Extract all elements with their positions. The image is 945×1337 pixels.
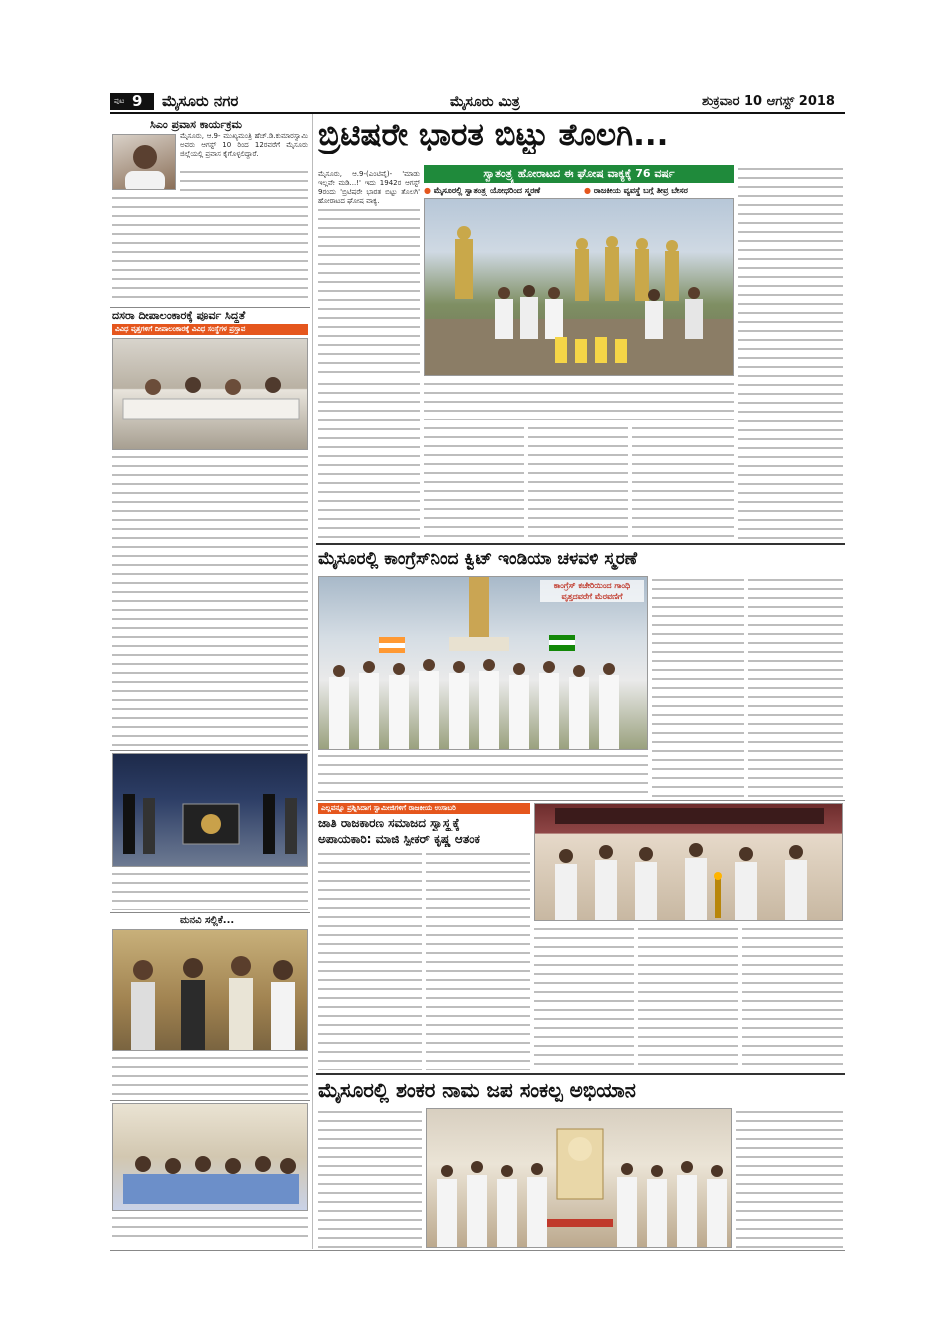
- quit-india-body-col2: [424, 424, 524, 541]
- cm-program-body: [180, 168, 308, 192]
- dasara-subhead: ವಿವಿಧ ವೃತ್ತಗಳಿಗೆ ದೀಪಾಲಂಕಾರಕ್ಕೆ ವಿವಿಧ ಸಂಸ್ಥೆಗಳ ಪ್ರಸ್ತಾವ: [112, 324, 308, 335]
- quit-india-banner-text: ಸ್ವಾತಂತ್ರ್ಯ ಹೋರಾಟದ ಈ ಘೋಷ ವಾಕ್ಯಕ್ಕೆ 76 ವರ್ಷ: [483, 167, 675, 180]
- ceremony-illustration: [535, 804, 843, 921]
- rally-illustration: [319, 577, 648, 750]
- congress-body-under-photo: [318, 752, 648, 798]
- caste-politics-body-col4: [638, 925, 738, 1070]
- page-number-badge: [110, 93, 154, 110]
- request-photo: [112, 929, 308, 1051]
- page-label: ಪುಟ: [114, 97, 125, 105]
- caste-politics-body-col3: [534, 925, 634, 1070]
- meeting-illustration: [113, 339, 308, 450]
- congress-body-col1: [652, 576, 744, 798]
- caste-politics-headline-1: ಜಾತಿ ರಾಜಕಾರಣ ಸಮಾಜದ ಸ್ವಾಸ್ಥ್ಯಕ್ಕೆ: [318, 816, 460, 830]
- freedom-fighters-photo: [424, 198, 734, 376]
- caste-politics-body-col5: [742, 925, 843, 1070]
- cm-portrait-photo: [112, 134, 176, 190]
- cm-program-lead: ಮೈಸೂರು, ಆ.9- ಮುಖ್ಯಮಂತ್ರಿ ಹೆಚ್.ಡಿ.ಕುಮಾರಸ್ವಾಮಿ ಅವರು ಆಗಸ್ಟ್ 10 ರಿಂದ 12ರವರೆಗೆ ಮೈಸೂರು ಜಿಲ್ಲೆಯಲ್ಲಿ ಪ್ರವಾಸ ಕೈಗೊಳ್ಳಲಿದ್ದಾರೆ.: [180, 132, 308, 158]
- quit-india-lead: ಮೈಸೂರು, ಆ.9-(ಎಂಟಿವೈ)- 'ಮಾಡು ಇಲ್ಲವೇ ಮಡಿ...!' ಇದು 1942ರ ಆಗಸ್ಟ್ 9ರಂದು 'ಬ್ರಿಟಿಷರೇ ಭಾರತ ಬಿಟ್ಟು ತೊಲಗಿ' ಹೋರಾಟದ ಘೋಷ ವಾಕ್ಯ.: [318, 170, 420, 205]
- header-rule: [110, 112, 845, 114]
- caste-politics-body-col1: [318, 850, 422, 1070]
- shankara-body-col-right: [736, 1108, 843, 1248]
- school-children-photo: [112, 1103, 308, 1211]
- congress-body-col2: [748, 576, 843, 798]
- quit-india-photo-caption: [424, 380, 734, 420]
- statue-group-illustration: [425, 199, 734, 376]
- caste-politics-kicker: ಎಲ್ಲವನ್ನೂ ಪ್ರಶ್ನಿಸಿದಾಗ ಸ್ವಾಮೀಜಿಗಳಿಗೆ ರಾಜಕೀಯ ಉಸಾಬರಿ: [318, 803, 530, 814]
- dasara-meeting-photo: [112, 338, 308, 450]
- lamp-lighting-photo: [534, 803, 843, 921]
- caste-politics-body-col2: [426, 850, 530, 1070]
- shankara-body-col1: [318, 1108, 422, 1248]
- request-caption: [112, 1054, 308, 1098]
- people-illustration: [113, 930, 308, 1051]
- caste-politics-headline-2: ಅಪಾಯಕಾರಿ: ಮಾಜಿ ಸ್ಪೀಕರ್ ಕೃಷ್ಣ ಆತಂಕ: [318, 832, 480, 846]
- quit-india-body-col1: [318, 206, 420, 376]
- quit-india-subline-left: ● ಮೈಸೂರಲ್ಲಿ ಸ್ವಾತಂತ್ರ್ಯ ಯೋಧರಿಂದ ಸ್ಮರಣೆ: [424, 186, 541, 195]
- cm-program-heading: ಸಿಎಂ ಪ್ರವಾಸ ಕಾರ್ಯಕ್ರಮ: [146, 117, 306, 133]
- quit-india-headline: ಬ್ರಿಟಿಷರೇ ಭಾರತ ಬಿಟ್ಟು ತೊಲಗಿ...: [318, 117, 669, 153]
- masthead: ಮೈಸೂರು ಮಿತ್ರ: [450, 94, 520, 110]
- request-heading: ಮನವಿ ಸಲ್ಲಿಕೆ...: [180, 915, 235, 926]
- congress-photo-caption: ಕಾಂಗ್ರೆಸ್ ಕಚೇರಿಯಿಂದ ಗಾಂಧಿ ವೃತ್ತದವರೆಗೆ ಮೆರವಣಿಗೆ: [540, 580, 644, 602]
- dasara-body: [112, 453, 308, 748]
- children-illustration: [113, 1104, 308, 1211]
- product-launch-photo: [112, 753, 308, 867]
- quit-india-body-col3b: [632, 424, 734, 541]
- congress-headline: ಮೈಸೂರಲ್ಲಿ ಕಾಂಗ್ರೆಸ್‌ನಿಂದ ಕ್ವಿಟ್ ಇಂಡಿಯಾ ಚಳವಳಿ ಸ್ಮರಣೆ: [318, 549, 638, 569]
- quit-india-subline-right: ● ರಾಜಕೀಯ ವ್ಯವಸ್ಥೆ ಬಗ್ಗೆ ತೀವ್ರ ಬೇಸರ: [584, 186, 688, 195]
- congress-rally-photo: [318, 576, 648, 750]
- quit-india-body-col4: [738, 165, 843, 541]
- quit-india-banner: [424, 165, 734, 183]
- person-icon: [113, 135, 176, 190]
- dasara-headline: ದಸರಾ ದೀಪಾಲಂಕಾರಕ್ಕೆ ಪೂರ್ವ ಸಿದ್ಧತೆ: [112, 309, 246, 322]
- launch-illustration: [113, 754, 308, 867]
- launch-caption: [112, 870, 308, 910]
- page-number: 9: [132, 92, 143, 110]
- section-title: ಮೈಸೂರು ನಗರ: [162, 92, 239, 110]
- quit-india-body-col3: [528, 424, 628, 541]
- shankara-headline: ಮೈಸೂರಲ್ಲಿ ಶಂಕರ ನಾಮ ಜಪ ಸಂಕಲ್ಪ ಅಭಿಯಾನ: [318, 1078, 636, 1102]
- worship-illustration: [427, 1109, 732, 1248]
- issue-date: ಶುಕ್ರವಾರ 10 ಆಗಸ್ಟ್ 2018: [702, 94, 835, 109]
- shankara-ceremony-photo: [426, 1108, 732, 1248]
- quit-india-body-col1b: [318, 380, 420, 541]
- cm-program-body-cont: [112, 194, 308, 304]
- children-caption: [112, 1214, 308, 1244]
